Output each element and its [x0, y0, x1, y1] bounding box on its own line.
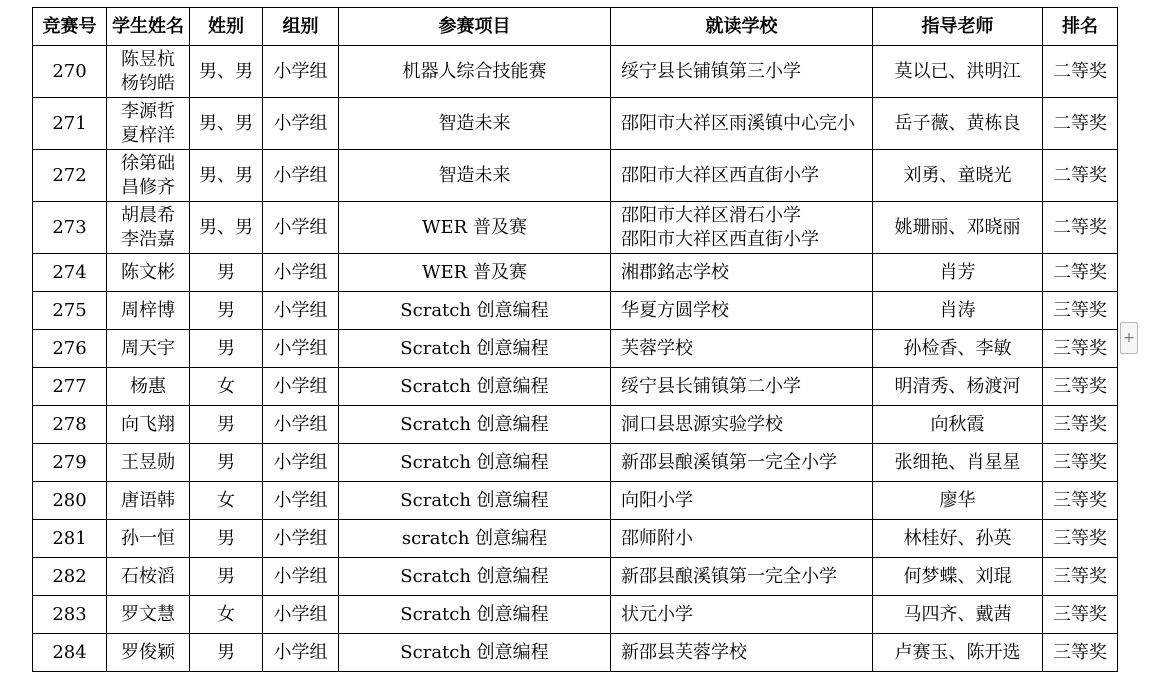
- cell-teacher[interactable]: 肖芳: [873, 254, 1043, 292]
- cell-project[interactable]: scratch 创意编程: [339, 520, 611, 558]
- cell-rank[interactable]: 三等奖: [1043, 520, 1118, 558]
- student-name: 胡晨希: [121, 204, 175, 226]
- cell-student-name[interactable]: [107, 634, 190, 672]
- col-header-rank: 排名: [1043, 8, 1118, 46]
- cell-number[interactable]: 281: [33, 520, 107, 558]
- cell-group[interactable]: 小学组: [263, 292, 339, 330]
- col-header-project: 参赛项目: [339, 8, 611, 46]
- cell-number[interactable]: 272: [33, 150, 107, 202]
- cell-school[interactable]: [611, 292, 873, 330]
- table-row: [33, 406, 1118, 444]
- cell-gender[interactable]: 男、男: [190, 150, 263, 202]
- cell-project[interactable]: Scratch 创意编程: [339, 444, 611, 482]
- school-name: 华夏方圆学校: [621, 299, 729, 321]
- cell-project[interactable]: Scratch 创意编程: [339, 634, 611, 672]
- cell-teacher[interactable]: 明清秀、杨渡河: [873, 368, 1043, 406]
- school-name: 状元小学: [621, 603, 693, 625]
- cell-number[interactable]: 284: [33, 634, 107, 672]
- cell-group[interactable]: 小学组: [263, 596, 339, 634]
- table-row: [33, 46, 1118, 98]
- cell-school[interactable]: [611, 406, 873, 444]
- cell-student-name[interactable]: [107, 482, 190, 520]
- cell-group[interactable]: 小学组: [263, 46, 339, 98]
- student-name: 杨钧皓: [121, 72, 175, 94]
- cell-group[interactable]: 小学组: [263, 520, 339, 558]
- school-name: 邵阳市大祥区滑石小学: [621, 204, 801, 226]
- cell-number[interactable]: 273: [33, 202, 107, 254]
- cell-gender[interactable]: 男: [190, 406, 263, 444]
- cell-number[interactable]: 270: [33, 46, 107, 98]
- cell-school[interactable]: [611, 444, 873, 482]
- student-name: 李源哲: [121, 100, 175, 122]
- cell-gender[interactable]: 男、男: [190, 98, 263, 150]
- cell-group[interactable]: 小学组: [263, 482, 339, 520]
- cell-number[interactable]: 279: [33, 444, 107, 482]
- student-name: 王昱勋: [121, 451, 175, 473]
- spreadsheet-area: [32, 7, 1118, 672]
- cell-gender[interactable]: 男: [190, 520, 263, 558]
- cell-group[interactable]: 小学组: [263, 406, 339, 444]
- cell-school[interactable]: [611, 150, 873, 202]
- cell-rank[interactable]: 二等奖: [1043, 150, 1118, 202]
- cell-teacher[interactable]: 何梦蝶、刘琨: [873, 558, 1043, 596]
- cell-student-name[interactable]: [107, 150, 190, 202]
- col-header-student-name: 学生姓名: [107, 8, 190, 46]
- results-table: [32, 7, 1118, 672]
- cell-rank[interactable]: 二等奖: [1043, 254, 1118, 292]
- cell-student-name[interactable]: [107, 46, 190, 98]
- cell-number[interactable]: 277: [33, 368, 107, 406]
- cell-student-name[interactable]: [107, 254, 190, 292]
- cell-rank[interactable]: 二等奖: [1043, 46, 1118, 98]
- cell-project[interactable]: Scratch 创意编程: [339, 596, 611, 634]
- student-name: 陈昱杭: [121, 48, 175, 70]
- cell-student-name[interactable]: [107, 202, 190, 254]
- cell-teacher[interactable]: 马四齐、戴茜: [873, 596, 1043, 634]
- cell-teacher[interactable]: 姚珊丽、邓晓丽: [873, 202, 1043, 254]
- cell-school[interactable]: [611, 596, 873, 634]
- table-row: [33, 202, 1118, 254]
- table-row: [33, 330, 1118, 368]
- col-header-school: 就读学校: [611, 8, 873, 46]
- cell-project[interactable]: Scratch 创意编程: [339, 482, 611, 520]
- col-header-teacher: 指导老师: [873, 8, 1043, 46]
- cell-gender[interactable]: 女: [190, 596, 263, 634]
- school-name: 新邵县芙蓉学校: [621, 641, 747, 663]
- cell-school[interactable]: [611, 46, 873, 98]
- student-name: 罗俊颖: [121, 641, 175, 663]
- cell-project[interactable]: WER 普及赛: [339, 202, 611, 254]
- cell-rank[interactable]: 三等奖: [1043, 292, 1118, 330]
- cell-rank[interactable]: 三等奖: [1043, 482, 1118, 520]
- school-name: 邵阳市大祥区雨溪镇中心完小: [621, 112, 855, 134]
- cell-student-name[interactable]: [107, 292, 190, 330]
- table-row: [33, 292, 1118, 330]
- cell-school[interactable]: [611, 482, 873, 520]
- cell-gender[interactable]: 男: [190, 444, 263, 482]
- cell-project[interactable]: 智造未来: [339, 150, 611, 202]
- cell-rank[interactable]: 三等奖: [1043, 406, 1118, 444]
- cell-project[interactable]: WER 普及赛: [339, 254, 611, 292]
- cell-teacher[interactable]: 卢赛玉、陈开选: [873, 634, 1043, 672]
- cell-rank[interactable]: 三等奖: [1043, 330, 1118, 368]
- table-row: [33, 520, 1118, 558]
- school-name: 向阳小学: [621, 489, 693, 511]
- student-name: 向飞翔: [121, 413, 175, 435]
- cell-group[interactable]: 小学组: [263, 254, 339, 292]
- cell-gender[interactable]: 男: [190, 292, 263, 330]
- cell-teacher[interactable]: 莫以已、洪明江: [873, 46, 1043, 98]
- student-name: 陈文彬: [121, 261, 175, 283]
- cell-rank[interactable]: 二等奖: [1043, 202, 1118, 254]
- cell-student-name[interactable]: [107, 98, 190, 150]
- cell-group[interactable]: 小学组: [263, 634, 339, 672]
- cell-gender[interactable]: 女: [190, 482, 263, 520]
- cell-project[interactable]: Scratch 创意编程: [339, 406, 611, 444]
- cell-rank[interactable]: 二等奖: [1043, 98, 1118, 150]
- cell-student-name[interactable]: [107, 520, 190, 558]
- col-header-group: 组别: [263, 8, 339, 46]
- cell-group[interactable]: 小学组: [263, 558, 339, 596]
- cell-school[interactable]: [611, 634, 873, 672]
- cell-gender[interactable]: 男: [190, 330, 263, 368]
- cell-teacher[interactable]: 刘勇、童晓光: [873, 150, 1043, 202]
- cell-group[interactable]: 小学组: [263, 150, 339, 202]
- student-name: 昌修齐: [121, 176, 175, 198]
- student-name: 罗文慧: [121, 603, 175, 625]
- cell-number[interactable]: 278: [33, 406, 107, 444]
- cell-project[interactable]: 智造未来: [339, 98, 611, 150]
- cell-number[interactable]: 283: [33, 596, 107, 634]
- cell-gender[interactable]: 男: [190, 254, 263, 292]
- cell-number[interactable]: 274: [33, 254, 107, 292]
- cell-number[interactable]: 282: [33, 558, 107, 596]
- cell-rank[interactable]: 三等奖: [1043, 368, 1118, 406]
- cell-group[interactable]: 小学组: [263, 330, 339, 368]
- cell-gender[interactable]: 女: [190, 368, 263, 406]
- table-row: [33, 482, 1118, 520]
- cell-gender[interactable]: 男、男: [190, 46, 263, 98]
- cell-teacher[interactable]: 张细艳、肖星星: [873, 444, 1043, 482]
- student-name: 石桉滔: [121, 565, 175, 587]
- school-name: 新邵县酿溪镇第一完全小学: [621, 565, 837, 587]
- cell-group[interactable]: 小学组: [263, 98, 339, 150]
- cell-teacher[interactable]: 岳子薇、黄栋良: [873, 98, 1043, 150]
- school-name: 芙蓉学校: [621, 337, 693, 359]
- cell-teacher[interactable]: 肖涛: [873, 292, 1043, 330]
- cell-number[interactable]: 280: [33, 482, 107, 520]
- cell-school[interactable]: [611, 520, 873, 558]
- table-row: [33, 368, 1118, 406]
- cell-gender[interactable]: 男: [190, 634, 263, 672]
- school-name: 洞口县思源实验学校: [621, 413, 783, 435]
- table-row: [33, 596, 1118, 634]
- school-name: 新邵县酿溪镇第一完全小学: [621, 451, 837, 473]
- student-name: 周天宇: [121, 337, 175, 359]
- cell-number[interactable]: 275: [33, 292, 107, 330]
- school-name: 湘郡銘志学校: [621, 261, 729, 283]
- school-name: 绥宁县长铺镇第三小学: [621, 60, 801, 82]
- cell-teacher[interactable]: 向秋霞: [873, 406, 1043, 444]
- cell-student-name[interactable]: [107, 368, 190, 406]
- cell-group[interactable]: 小学组: [263, 444, 339, 482]
- cell-teacher[interactable]: 孙检香、李敏: [873, 330, 1043, 368]
- cell-number[interactable]: 271: [33, 98, 107, 150]
- cell-student-name[interactable]: [107, 558, 190, 596]
- cell-teacher[interactable]: 廖华: [873, 482, 1043, 520]
- cell-student-name[interactable]: [107, 596, 190, 634]
- table-row: [33, 558, 1118, 596]
- cell-project[interactable]: Scratch 创意编程: [339, 558, 611, 596]
- cell-gender[interactable]: 男: [190, 558, 263, 596]
- table-row: [33, 150, 1118, 202]
- student-name: 夏梓洋: [121, 124, 175, 146]
- cell-school[interactable]: [611, 558, 873, 596]
- cell-school[interactable]: [611, 368, 873, 406]
- school-name: 邵阳市大祥区西直街小学: [621, 164, 819, 186]
- cell-gender[interactable]: 男、男: [190, 202, 263, 254]
- table-row: [33, 444, 1118, 482]
- cell-school[interactable]: [611, 98, 873, 150]
- cell-number[interactable]: 276: [33, 330, 107, 368]
- cell-school[interactable]: [611, 254, 873, 292]
- cell-student-name[interactable]: [107, 444, 190, 482]
- col-header-number: 竞赛号: [33, 8, 107, 46]
- school-name: 邵阳市大祥区西直街小学: [621, 228, 819, 250]
- cell-teacher[interactable]: 林桂好、孙英: [873, 520, 1043, 558]
- cell-school[interactable]: [611, 202, 873, 254]
- table-row: [33, 98, 1118, 150]
- header-row: [33, 8, 1118, 46]
- table-row: [33, 254, 1118, 292]
- school-name: 绥宁县长铺镇第二小学: [621, 375, 801, 397]
- student-name: 唐语韩: [121, 489, 175, 511]
- add-column-button[interactable]: +: [1120, 322, 1138, 354]
- col-header-gender: 姓别: [190, 8, 263, 46]
- cell-student-name[interactable]: [107, 406, 190, 444]
- cell-rank[interactable]: 三等奖: [1043, 444, 1118, 482]
- cell-rank[interactable]: 三等奖: [1043, 558, 1118, 596]
- cell-group[interactable]: 小学组: [263, 202, 339, 254]
- student-name: 杨惠: [130, 375, 166, 397]
- table-row: [33, 634, 1118, 672]
- cell-school[interactable]: [611, 330, 873, 368]
- cell-rank[interactable]: 三等奖: [1043, 596, 1118, 634]
- cell-project[interactable]: Scratch 创意编程: [339, 368, 611, 406]
- cell-project[interactable]: Scratch 创意编程: [339, 330, 611, 368]
- cell-rank[interactable]: 三等奖: [1043, 634, 1118, 672]
- student-name: 徐第础: [121, 152, 175, 174]
- cell-student-name[interactable]: [107, 330, 190, 368]
- cell-project[interactable]: Scratch 创意编程: [339, 292, 611, 330]
- student-name: 孙一恒: [121, 527, 175, 549]
- student-name: 李浩嘉: [121, 228, 175, 250]
- cell-project[interactable]: 机器人综合技能赛: [339, 46, 611, 98]
- student-name: 周梓博: [121, 299, 175, 321]
- cell-group[interactable]: 小学组: [263, 368, 339, 406]
- school-name: 邵师附小: [621, 527, 693, 549]
